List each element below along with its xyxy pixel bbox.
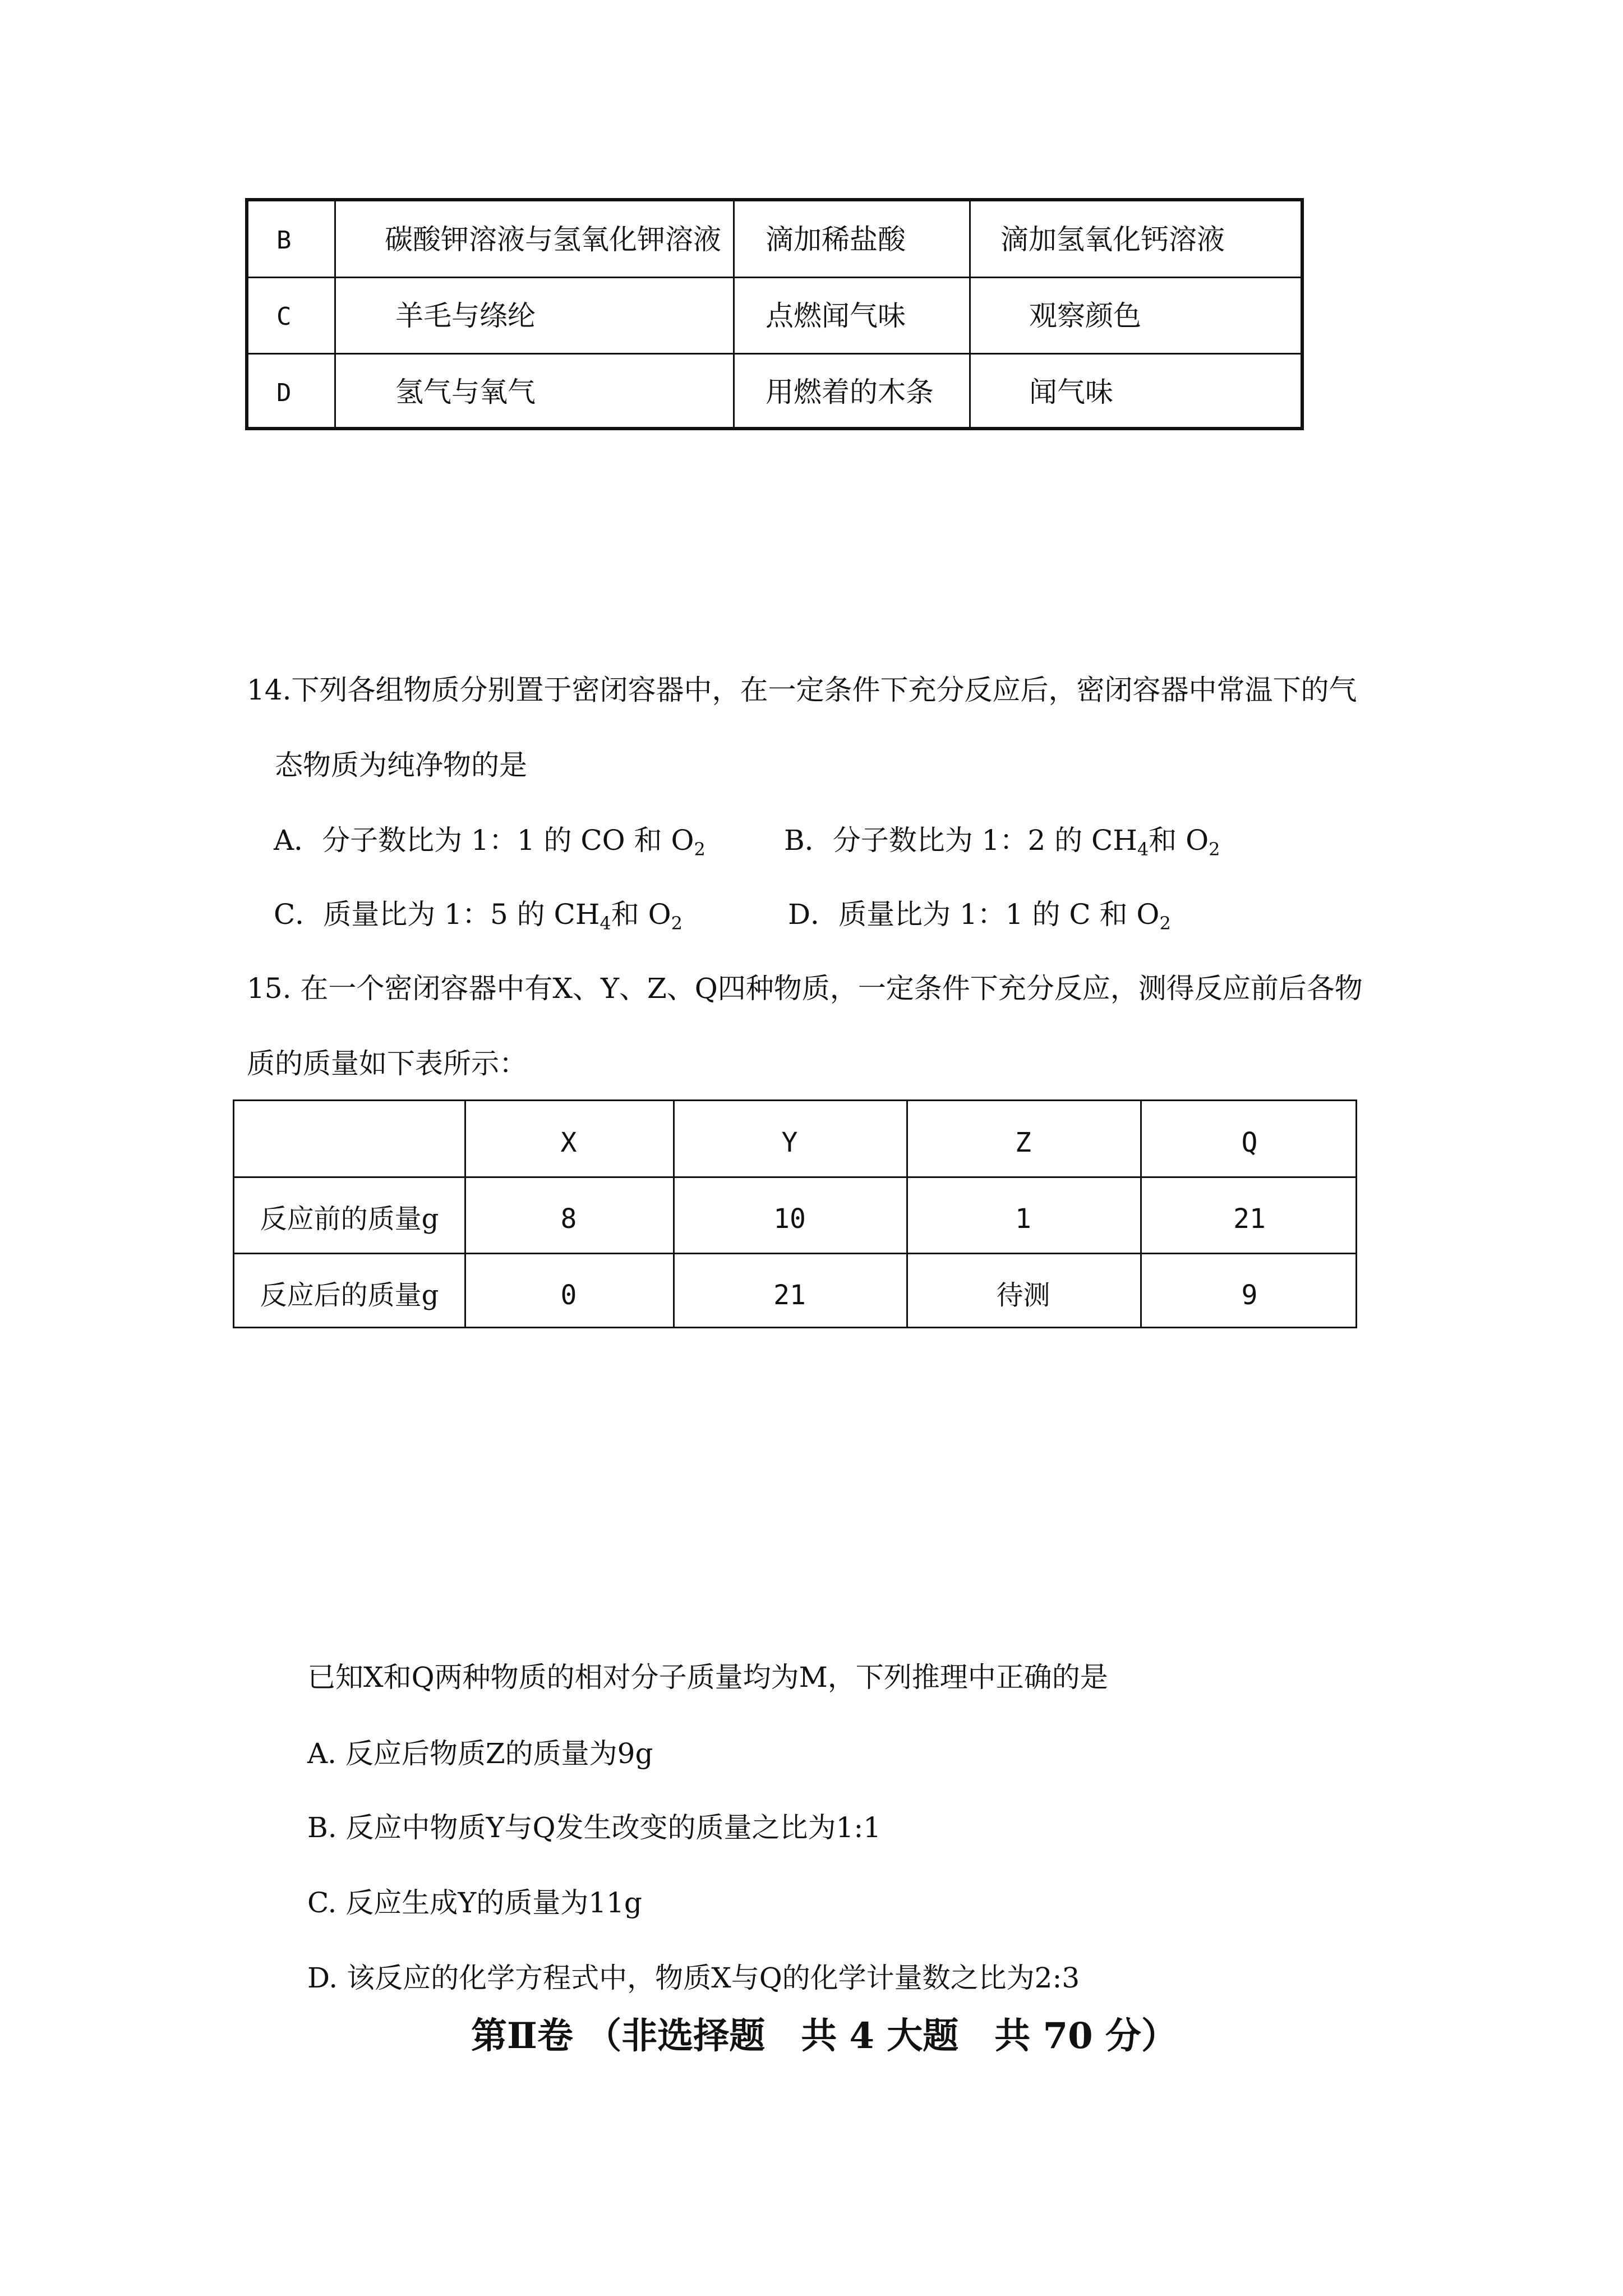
subscript: 2 (671, 913, 683, 934)
table-divider (234, 1253, 1355, 1254)
mass-data-table (233, 1099, 1357, 1328)
q15-stem: 15. 在一个密闭容器中有X、Y、Z、Q四种物质，一定条件下充分反应，测得反应前后各物 (247, 972, 1363, 1005)
table-cell: 碳酸钾溶液与氢氧化钾溶液 (385, 223, 721, 256)
q14-option-b (784, 823, 1220, 860)
table-divider (733, 201, 735, 427)
table-divider (234, 1176, 1355, 1178)
table-cell: 羊毛与绦纶 (395, 300, 536, 332)
table-cell: 滴加氢氧化钙溶液 (1000, 223, 1225, 256)
subscript: 4 (600, 913, 611, 934)
table-cell: 9 (1241, 1280, 1258, 1311)
q14-option-a (274, 823, 706, 860)
row-label: C (276, 302, 292, 331)
column-header: X (560, 1127, 577, 1158)
q14-stem-cont: 态物质为纯净物的是 (275, 749, 527, 781)
q15-option-d: D. 该反应的化学方程式中，物质X与Q的化学计量数之比为2:3 (307, 1962, 1080, 1994)
option-text: D．质量比为 1：1 的 C 和 O (788, 898, 1160, 931)
q15-stem-cont: 质的质量如下表所示： (247, 1047, 527, 1080)
option-text: B．分子数比为 1：2 的 CH (784, 824, 1137, 857)
table-cell: 21 (773, 1280, 806, 1311)
row-header: 反应前的质量g (260, 1203, 439, 1235)
table-cell: 1 (1015, 1203, 1031, 1235)
table-cell: 用燃着的木条 (766, 376, 934, 408)
table-divider (248, 277, 1301, 278)
section-title: 第Ⅱ卷 （非选择题 共 4 大题 共 70 分） (471, 2015, 1177, 2057)
q15-option-a: A. 反应后物质Z的质量为9g (307, 1737, 653, 1770)
subscript: 2 (1159, 913, 1171, 934)
q15-follow-up: 已知X和Q两种物质的相对分子质量均为M，下列推理中正确的是 (307, 1661, 1108, 1694)
q15-option-c: C. 反应生成Y的质量为11g (307, 1887, 642, 1919)
column-header: Q (1241, 1127, 1258, 1158)
q15-option-b: B. 反应中物质Y与Q发生改变的质量之比为1:1 (307, 1811, 881, 1844)
table-cell: 8 (560, 1203, 577, 1235)
table-cell: 0 (560, 1280, 577, 1311)
column-header: Y (781, 1127, 798, 1158)
column-header: Z (1015, 1127, 1031, 1158)
option-text: C．质量比为 1：5 的 CH (274, 898, 600, 931)
table-divider (969, 201, 971, 427)
row-header: 反应后的质量g (260, 1280, 439, 1311)
q14-option-c (274, 898, 683, 934)
subscript: 2 (1209, 839, 1220, 860)
reagent-identification-table (245, 198, 1304, 430)
option-text: A．分子数比为 1：1 的 CO 和 O (274, 824, 694, 857)
table-cell: 点燃闻气味 (766, 300, 906, 332)
option-text: 和 O (1149, 824, 1209, 857)
table-cell: 21 (1233, 1203, 1266, 1235)
table-cell: 观察颜色 (1029, 300, 1141, 332)
table-cell: 待测 (996, 1280, 1050, 1311)
row-label: B (276, 226, 292, 255)
table-cell: 滴加稀盐酸 (766, 223, 906, 256)
option-text: 和 O (611, 898, 671, 931)
table-divider (334, 201, 336, 427)
row-label: D (276, 379, 292, 407)
table-cell: 10 (773, 1203, 806, 1235)
subscript: 2 (694, 839, 706, 860)
q14-option-d (788, 898, 1171, 934)
table-divider (248, 353, 1301, 355)
q14-stem: 14.下列各组物质分别置于密闭容器中，在一定条件下充分反应后，密闭容器中常温下的气 (247, 674, 1357, 706)
table-cell: 氢气与氧气 (395, 376, 536, 408)
table-cell: 闻气味 (1029, 376, 1113, 408)
subscript: 4 (1137, 839, 1149, 860)
